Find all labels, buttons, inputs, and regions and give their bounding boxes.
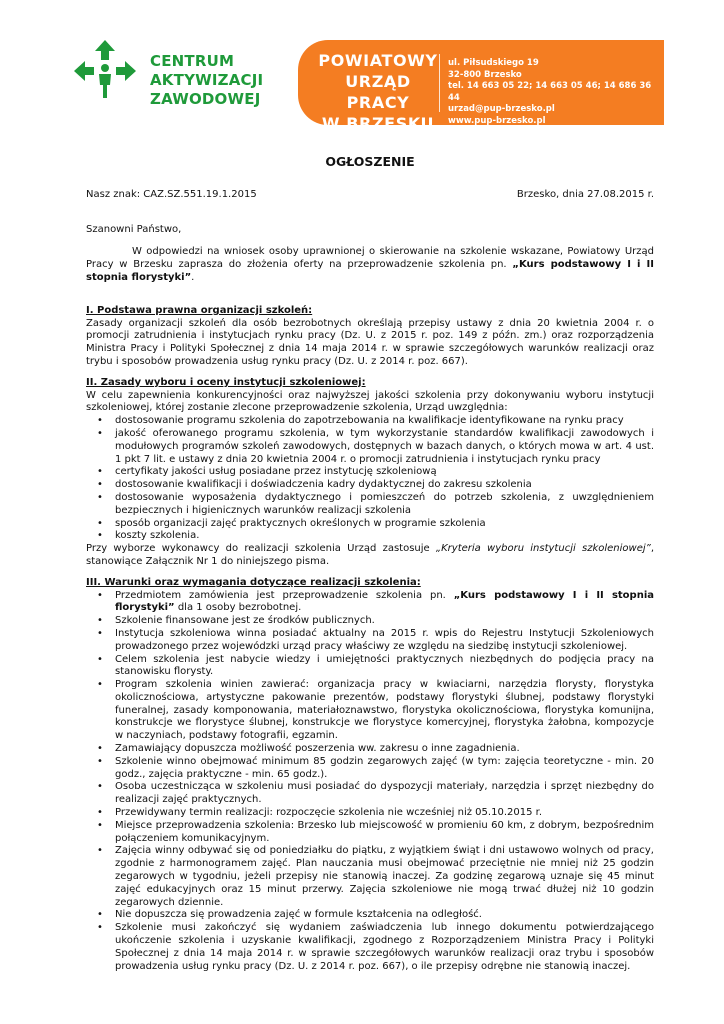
section-2-heading: II. Zasady wyboru i oceny instytucji szkoleniowej:: [86, 376, 366, 388]
list-item: [115, 590, 654, 616]
section-2-outro: [86, 543, 654, 569]
section-2-criteria-list: [86, 415, 654, 543]
list-item: • Przewidywany termin realizacji: rozpoczęcie szkolenia nie wcześniej niż 05.10.2015 r.: [115, 807, 654, 820]
section-1-text: Zasady organizacji szkoleń dla osób bezrobotnych określają przepisy ustawy z dnia 20 kwietnia 2004 r. o promocji zatrudnienia i instytucjach rynku pracy (Dz. U. z 2015 r. poz. 149 z późn. zm.) oraz rozporządzenia Ministra Pracy i Polityki Społecznej z dnia 14 maja 2014 r. w sprawie szczegółowych warunków realizacji oraz trybu i sposobów prowadzenia usług rynku pracy (Dz. U. z 2014 r. poz. 667).: [86, 317, 654, 367]
list-item: • Osoba uczestnicząca w szkoleniu musi posiadać do dyspozycji materiały, narzędzia i sprzęt niezbędny do realizacji zajęć praktycznych.: [115, 781, 654, 807]
reference-line: [86, 189, 654, 202]
office-name-line-1: POWIATOWY: [318, 51, 438, 70]
intro-text: W odpowiedzi na wniosek osoby uprawnionej o skierowanie na szkolenie wskazane, Powiatowy Urząd Pracy w Brzesku zaprasza do złożenia oferty na przeprowadzenie szkolenia pn.: [86, 246, 654, 271]
list-item: • certyfikaty jakości usług posiadane przez instytucję szkoleniową: [115, 466, 654, 479]
contact-email[interactable]: urzad@pup-brzesko.pl: [448, 104, 555, 114]
section-3-heading: III. Warunki oraz wymagania dotyczące realizacji szkolenia:: [86, 576, 421, 588]
intro-end: .: [191, 271, 195, 283]
contact-phone: tel. 14 663 05 22; 14 663 05 46; 14 686 36 44: [448, 81, 652, 103]
section-2-intro: W celu zapewnienia konkurencyjności oraz najwyższej jakości szkolenia przy dokonywaniu wyboru instytucji szkoleniowej, której zostanie zlecone przeprowadzenie szkolenia, Urząd uwzględnia:: [86, 389, 654, 414]
list-item: • sposób organizacji zajęć praktycznych określonych w programie szkolenia: [115, 518, 654, 531]
first-bullet-end: dla 1 osoby bezrobotnej.: [174, 602, 302, 614]
logo-line-1: CENTRUM: [150, 52, 235, 70]
list-item: • Instytucja szkoleniowa winna posiadać aktualny na 2015 r. wpis do Rejestru Instytucji Szkoleniowych prowadzonego przez wojewódzki urząd pracy właściwy ze względu na siedzibę instytucji szkoleniowej.: [115, 628, 654, 654]
logo-line-2: AKTYWIZACJI: [150, 71, 264, 89]
outro-text: Przy wyborze wykonawcy do realizacji szkolenia Urząd zastosuje: [86, 543, 436, 555]
list-item: • Nie dopuszcza się prowadzenia zajęć w formule kształcenia na odległość.: [115, 909, 654, 922]
course-name: „Kurs podstawowy I i II stopnia florystyki”: [86, 259, 655, 283]
office-name-line-2: URZĄD PRACY: [345, 72, 411, 112]
course-name: „Kurs podstawowy I i II stopnia florystyki”: [115, 589, 655, 614]
office-banner: [298, 40, 664, 133]
section-3-conditions-list: [86, 590, 654, 974]
list-item: • Miejsce przeprowadzenia szkolenia: Brzesko lub miejscowość w promieniu 60 km, z dobrym, bezpośrednim połączeniem komunikacyjnym.: [115, 820, 654, 846]
list-item: • dostosowanie kwalifikacji i doświadczenia kadry dydaktycznej do zakresu szkolenia: [115, 479, 654, 492]
contact-website[interactable]: www.pup-brzesko.pl: [448, 115, 546, 126]
list-item: • jakość oferowanego programu szkolenia, w tym wykorzystanie standardów kwalifikacji zawodowych i modułowych programów szkoleń zawodowych, dostępnych w bazach danych, o których mowa w art. 4 ust. 1 pkt 7 lit. e ustawy z dnia 20 kwietnia 2004 r. o promocji zatrudnienia i instytucjach rynku pracy: [115, 428, 654, 466]
outro-end: , stanowiące Załącznik Nr 1 do niniejszego pisma.: [86, 543, 655, 567]
first-bullet-text: Przedmiotem zamówienia jest przeprowadzenie szkolenia pn.: [115, 589, 454, 601]
office-name-line-3: W BRZESKU: [321, 114, 435, 133]
banner-divider: [439, 54, 440, 112]
contact-info: [448, 58, 664, 127]
logo-line-3: ZAWODOWEJ: [150, 90, 261, 108]
criteria-title: „Kryteria wyboru instytucji szkoleniowej”: [435, 543, 651, 555]
place-date: Brzesko, dnia 27.08.2015 r.: [516, 188, 654, 200]
salutation: Szanowni Państwo,: [86, 223, 182, 235]
list-item: • Zamawiający dopuszcza możliwość poszerzenia ww. zakresu o inne zagadnienia.: [115, 743, 654, 756]
document-body: [86, 156, 654, 973]
intro-paragraph: [86, 246, 654, 284]
contact-postcode: 32-800 Brzesko: [448, 69, 522, 80]
list-item: • Szkolenie winno obejmować minimum 85 godzin zegarowych zajęć (w tym: zajęcia teoretyczne - min. 20 godz., zajęcia praktyczne - min. 65 godz.).: [115, 756, 654, 782]
list-item: • koszty szkolenia.: [115, 530, 654, 543]
list-item: • Szkolenie musi zakończyć się wydaniem zaświadczenia lub innego dokumentu potwierdzającego ukończenie szkolenia i uzyskanie kwalifikacji, zgodnego z Rozporządzeniem Ministra Pracy i Polityki Społecznej z dnia 14 maja 2014 r. w sprawie szczegółowych warunków realizacji oraz trybu i sposobów prowadzenia usług rynku pracy (Dz. U. z 2014 r. poz. 667), o ile przepisy odrębne nie stanowią inaczej.: [115, 922, 654, 973]
list-item: • Celem szkolenia jest nabycie wiedzy i umiejętności praktycznych niezbędnych do podjęcia pracy na stanowisku florysty.: [115, 654, 654, 680]
document-title: OGŁOSZENIE: [325, 154, 415, 169]
office-name: [318, 50, 438, 134]
reference-number: Nasz znak: CAZ.SZ.551.19.1.2015: [86, 188, 257, 200]
section-1-heading: I. Podstawa prawna organizacji szkoleń:: [86, 304, 313, 316]
list-item: • Program szkolenia winien zawierać: organizacja pracy w kwiaciarni, narzędzia florysty, florystyka okolicznościowa, artystyczne pakowanie prezentów, podstawy florystyki ślubnej, podstawy florystyki funeralnej, zasady komponowania, materiałoznawstwo, florystyka okolicznościowa, florystyka komunijna, konstrukcje we florystyce ślubnej, konstrukcje we florystyce komercyjnej, florystyka żałobna, kompozycje w naczyniach, podstawy fotografii, egzamin.: [115, 679, 654, 743]
list-item: • Szkolenie finansowane jest ze środków publicznych.: [115, 615, 654, 628]
four-arrows-logo-icon: [72, 38, 138, 104]
list-item: • Zajęcia winny odbywać się od poniedziałku do piątku, z wyjątkiem świąt i dni ustawowo wolnych od pracy, zgodnie z harmonogramem zajęć. Plan nauczania musi obejmować przeciętnie nie mniej niż 25 godzin zegarowych w tygodniu, jeżeli przepisy nie stanowią inaczej. Za godzinę zegarową uznaje się 45 minut zajęć edukacyjnych oraz 15 minut przerwy. Zajęcia szkoleniowe nie mogą trwać dłużej niż 10 godzin zegarowych dziennie.: [115, 845, 654, 909]
list-item: • dostosowanie wyposażenia dydaktycznego i pomieszczeń do potrzeb szkolenia, z uwzględnieniem bezpiecznych i higienicznych warunków realizacji szkolenia: [115, 492, 654, 518]
contact-address: ul. Piłsudskiego 19: [448, 58, 539, 68]
list-item: • dostosowanie programu szkolenia do zapotrzebowania na kwalifikacje identyfikowane na rynku pracy: [115, 415, 654, 428]
letterhead: [0, 0, 724, 140]
logo-text: [150, 52, 263, 109]
